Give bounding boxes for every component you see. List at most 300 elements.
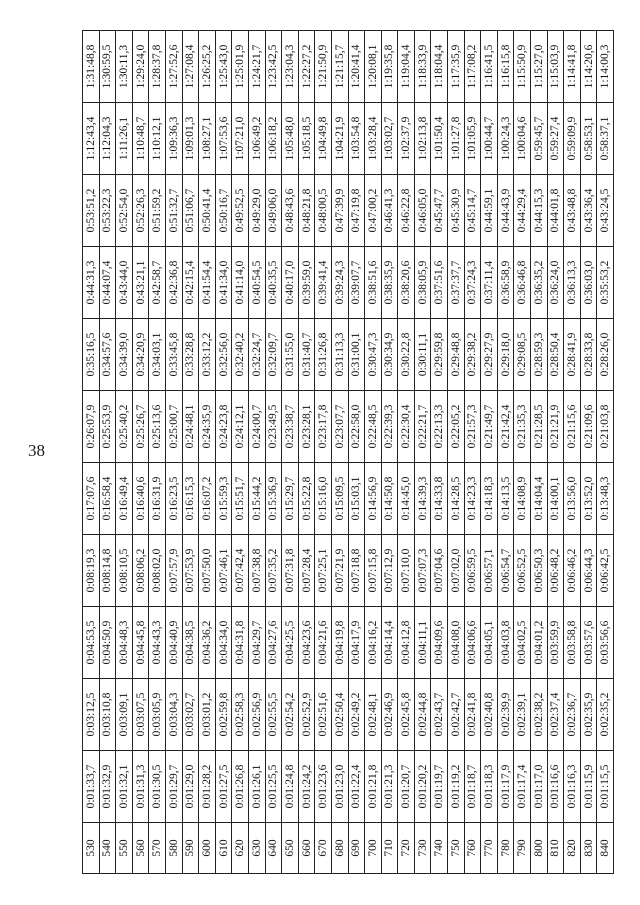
time-cell: 0:46:05,0 (414, 175, 431, 247)
time-cell: 0:07:28,4 (298, 535, 315, 607)
time-cell: 1:05:18,5 (298, 103, 315, 175)
time-cell: 0:04:27,6 (265, 607, 282, 679)
time-cell: 0:07:07,3 (414, 535, 431, 607)
time-cell: 1:16:15,8 (497, 31, 514, 103)
table-row (99, 31, 116, 874)
time-cell: 1:01:27,8 (448, 103, 465, 175)
table-row (597, 31, 614, 874)
time-cell: 0:06:48,2 (547, 535, 564, 607)
time-cell: 0:42:36,8 (165, 247, 182, 319)
time-cell: 1:10:48,7 (132, 103, 149, 175)
time-cell: 0:25:53,9 (99, 391, 116, 463)
time-cell: 0:06:54,7 (497, 535, 514, 607)
time-cell: 1:27:08,4 (182, 31, 199, 103)
time-cell: 0:41:14,0 (232, 247, 249, 319)
time-cell: 1:00:24,3 (497, 103, 514, 175)
time-cell: 1:04:49,8 (315, 103, 332, 175)
table-body (83, 31, 614, 874)
time-cell: 0:01:20,7 (398, 751, 415, 823)
time-cell: 0:39:41,4 (315, 247, 332, 319)
time-cell: 0:34:39,0 (116, 319, 133, 391)
time-cell: 0:02:59,8 (215, 679, 232, 751)
table-row (315, 31, 332, 874)
time-cell: 0:43:44,0 (116, 247, 133, 319)
time-cell: 0:28:26,0 (597, 319, 614, 391)
row-point-cell: 650 (282, 823, 299, 874)
time-cell: 0:23:38,7 (282, 391, 299, 463)
time-cell: 0:08:19,3 (83, 535, 100, 607)
time-cell: 1:22:27,2 (298, 31, 315, 103)
time-cell: 0:06:50,3 (531, 535, 548, 607)
time-cell: 1:23:42,5 (265, 31, 282, 103)
row-point-cell: 790 (514, 823, 531, 874)
time-cell: 0:49:06,0 (265, 175, 282, 247)
table-row (165, 31, 182, 874)
time-cell: 1:15:27,0 (531, 31, 548, 103)
time-cell: 0:01:17,0 (531, 751, 548, 823)
time-cell: 0:14:50,8 (381, 463, 398, 535)
time-cell: 0:02:35,2 (597, 679, 614, 751)
time-cell: 0:22:58,0 (348, 391, 365, 463)
time-cell: 0:01:23,6 (315, 751, 332, 823)
time-cell: 1:31:48,8 (83, 31, 100, 103)
time-cell: 0:37:51,6 (431, 247, 448, 319)
time-cell: 0:50:41,4 (199, 175, 216, 247)
time-cell: 0:30:22,8 (398, 319, 415, 391)
row-point-cell: 780 (497, 823, 514, 874)
time-cell: 0:07:15,8 (365, 535, 382, 607)
time-cell: 0:08:02,0 (149, 535, 166, 607)
table-row (398, 31, 415, 874)
time-cell: 0:07:25,1 (315, 535, 332, 607)
time-cell: 0:01:31,3 (132, 751, 149, 823)
time-cell: 0:36:46,8 (514, 247, 531, 319)
table-row (580, 31, 597, 874)
time-cell: 0:03:04,3 (165, 679, 182, 751)
time-cell: 0:04:12,8 (398, 607, 415, 679)
time-cell: 0:25:40,2 (116, 391, 133, 463)
row-point-cell: 800 (531, 823, 548, 874)
table-row (497, 31, 514, 874)
time-cell: 0:44:59,1 (481, 175, 498, 247)
time-cell: 0:59:27,4 (547, 103, 564, 175)
time-cell: 0:15:03,1 (348, 463, 365, 535)
time-cell: 1:08:27,1 (199, 103, 216, 175)
row-point-cell: 770 (481, 823, 498, 874)
time-cell: 0:04:45,8 (132, 607, 149, 679)
time-cell: 0:02:54,2 (282, 679, 299, 751)
time-cell: 0:01:32,1 (116, 751, 133, 823)
time-cell: 0:40:54,5 (248, 247, 265, 319)
table-row (381, 31, 398, 874)
time-cell: 0:49:29,0 (248, 175, 265, 247)
table-row (265, 31, 282, 874)
time-cell: 0:36:24,0 (547, 247, 564, 319)
time-cell: 0:02:45,8 (398, 679, 415, 751)
time-cell: 0:26:07,9 (83, 391, 100, 463)
table-row (514, 31, 531, 874)
time-cell: 1:03:02,7 (381, 103, 398, 175)
table-row (564, 31, 581, 874)
time-cell: 0:13:52,0 (580, 463, 597, 535)
time-cell: 0:14:45,0 (398, 463, 415, 535)
time-cell: 0:39:24,3 (331, 247, 348, 319)
time-cell: 0:04:01,2 (531, 607, 548, 679)
time-cell: 0:08:06,2 (132, 535, 149, 607)
time-cell: 0:48:43,6 (282, 175, 299, 247)
time-cell: 1:09:36,3 (165, 103, 182, 175)
time-cell: 0:07:04,6 (431, 535, 448, 607)
time-cell: 0:31:55,0 (282, 319, 299, 391)
time-cell: 0:01:16,3 (564, 751, 581, 823)
time-cell: 0:22:48,5 (365, 391, 382, 463)
time-cell: 0:40:17,0 (282, 247, 299, 319)
time-cell: 0:23:49,5 (265, 391, 282, 463)
time-cell: 0:02:56,9 (248, 679, 265, 751)
time-cell: 1:03:54,8 (348, 103, 365, 175)
time-cell: 1:14:41,8 (564, 31, 581, 103)
time-cell: 0:07:38,8 (248, 535, 265, 607)
time-cell: 0:06:52,5 (514, 535, 531, 607)
time-cell: 1:00:04,6 (514, 103, 531, 175)
time-cell: 0:04:38,5 (182, 607, 199, 679)
time-cell: 0:14:13,5 (497, 463, 514, 535)
time-cell: 0:06:59,5 (464, 535, 481, 607)
time-cell: 0:41:54,4 (199, 247, 216, 319)
time-cell: 0:49:52,5 (232, 175, 249, 247)
time-cell: 0:03:59,9 (547, 607, 564, 679)
time-cell: 0:23:28,1 (298, 391, 315, 463)
time-cell: 0:08:14,8 (99, 535, 116, 607)
row-point-cell: 840 (597, 823, 614, 874)
time-cell: 0:01:15,9 (580, 751, 597, 823)
time-cell: 0:04:17,9 (348, 607, 365, 679)
time-cell: 0:16:15,3 (182, 463, 199, 535)
time-cell: 0:01:19,2 (448, 751, 465, 823)
time-cell: 1:18:33,9 (414, 31, 431, 103)
time-cell: 1:06:49,2 (248, 103, 265, 175)
time-cell: 0:08:10,5 (116, 535, 133, 607)
time-cell: 1:17:35,9 (448, 31, 465, 103)
time-cell: 0:37:24,3 (464, 247, 481, 319)
time-cell: 0:51:06,7 (182, 175, 199, 247)
time-cell: 0:32:24,7 (248, 319, 265, 391)
time-cell: 0:15:36,9 (265, 463, 282, 535)
time-cell: 0:36:03,0 (580, 247, 597, 319)
time-cell: 0:16:40,6 (132, 463, 149, 535)
time-cell: 0:29:27,9 (481, 319, 498, 391)
time-cell: 0:02:40,8 (481, 679, 498, 751)
time-cell: 1:30:59,5 (99, 31, 116, 103)
time-cell: 1:06:18,2 (265, 103, 282, 175)
time-cell: 0:32:56,0 (215, 319, 232, 391)
time-cell: 0:22:21,7 (414, 391, 431, 463)
table-row (132, 31, 149, 874)
time-cell: 0:02:43,7 (431, 679, 448, 751)
time-cell: 0:07:12,9 (381, 535, 398, 607)
time-cell: 0:25:00,7 (165, 391, 182, 463)
time-cell: 0:53:51,2 (83, 175, 100, 247)
row-point-cell: 540 (99, 823, 116, 874)
time-cell: 0:29:18,0 (497, 319, 514, 391)
time-cell: 0:07:02,0 (448, 535, 465, 607)
time-cell: 1:01:05,9 (464, 103, 481, 175)
time-cell: 0:01:21,3 (381, 751, 398, 823)
time-cell: 0:28:33,8 (580, 319, 597, 391)
time-cell: 1:07:21,0 (232, 103, 249, 175)
time-cell: 1:24:21,7 (248, 31, 265, 103)
time-cell: 0:02:39,9 (497, 679, 514, 751)
time-cell: 0:01:29,7 (165, 751, 182, 823)
time-cell: 0:21:28,5 (531, 391, 548, 463)
time-cell: 1:02:37,9 (398, 103, 415, 175)
time-cell: 1:10:12,1 (149, 103, 166, 175)
time-cell: 0:01:18,3 (481, 751, 498, 823)
time-cell: 0:02:39,1 (514, 679, 531, 751)
time-cell: 0:14:00,1 (547, 463, 564, 535)
table-row (431, 31, 448, 874)
time-cell: 0:51:59,2 (149, 175, 166, 247)
time-cell: 0:06:44,3 (580, 535, 597, 607)
time-cell: 0:04:09,6 (431, 607, 448, 679)
table-row (531, 31, 548, 874)
time-cell: 1:25:01,9 (232, 31, 249, 103)
time-cell: 0:46:22,8 (398, 175, 415, 247)
row-point-cell: 710 (381, 823, 398, 874)
table-row (348, 31, 365, 874)
time-cell: 1:11:26,1 (116, 103, 133, 175)
time-cell: 0:36:58,9 (497, 247, 514, 319)
time-cell: 0:42:15,4 (182, 247, 199, 319)
row-point-cell: 570 (149, 823, 166, 874)
time-cell: 0:39:59,0 (298, 247, 315, 319)
time-cell: 0:47:00,2 (365, 175, 382, 247)
time-cell: 1:03:28,4 (365, 103, 382, 175)
time-cell: 0:44:01,8 (547, 175, 564, 247)
time-cell: 0:24:35,9 (199, 391, 216, 463)
time-cell: 1:15:50,9 (514, 31, 531, 103)
time-cell: 0:07:50,0 (199, 535, 216, 607)
time-cell: 0:02:50,4 (331, 679, 348, 751)
time-cell: 1:21:50,9 (315, 31, 332, 103)
table-row (232, 31, 249, 874)
time-cell: 0:02:38,2 (531, 679, 548, 751)
time-cell: 0:04:03,8 (497, 607, 514, 679)
time-cell: 0:01:26,8 (232, 751, 249, 823)
time-cell: 0:04:34,0 (215, 607, 232, 679)
time-cell: 0:45:30,9 (448, 175, 465, 247)
time-cell: 0:17:07,6 (83, 463, 100, 535)
time-cell: 0:14:04,4 (531, 463, 548, 535)
time-cell: 0:21:49,7 (481, 391, 498, 463)
time-cell: 0:06:57,1 (481, 535, 498, 607)
time-cell: 0:14:56,9 (365, 463, 382, 535)
time-cell: 0:14:18,3 (481, 463, 498, 535)
time-cell: 0:22:05,2 (448, 391, 465, 463)
time-cell: 1:12:04,3 (99, 103, 116, 175)
time-cell: 0:40:35,5 (265, 247, 282, 319)
time-cell: 0:01:25,5 (265, 751, 282, 823)
table-row (248, 31, 265, 874)
table-row (282, 31, 299, 874)
time-cell: 0:04:16,2 (365, 607, 382, 679)
row-point-cell: 730 (414, 823, 431, 874)
time-cell: 1:29:24,0 (132, 31, 149, 103)
time-cell: 1:09:01,3 (182, 103, 199, 175)
time-cell: 0:33:28,8 (182, 319, 199, 391)
time-cell: 0:21:09,6 (580, 391, 597, 463)
time-cell: 1:01:50,4 (431, 103, 448, 175)
time-cell: 0:38:05,9 (414, 247, 431, 319)
time-cell: 0:01:19,7 (431, 751, 448, 823)
time-cell: 0:36:13,3 (564, 247, 581, 319)
time-cell: 0:28:59,3 (531, 319, 548, 391)
time-cell: 0:38:51,6 (365, 247, 382, 319)
time-cell: 1:15:03,9 (547, 31, 564, 103)
time-cell: 1:28:37,8 (149, 31, 166, 103)
time-cell: 0:58:37,1 (597, 103, 614, 175)
time-cell: 0:13:48,3 (597, 463, 614, 535)
time-cell: 0:07:57,9 (165, 535, 182, 607)
table-row (547, 31, 564, 874)
time-cell: 0:15:16,0 (315, 463, 332, 535)
time-cell: 0:01:27,5 (215, 751, 232, 823)
time-cell: 0:03:10,8 (99, 679, 116, 751)
time-cell: 0:01:24,2 (298, 751, 315, 823)
time-cell: 0:06:42,5 (597, 535, 614, 607)
time-cell: 0:14:28,5 (448, 463, 465, 535)
row-point-cell: 580 (165, 823, 182, 874)
time-cell: 0:15:59,3 (215, 463, 232, 535)
time-cell: 1:26:25,2 (199, 31, 216, 103)
time-cell: 0:04:23,6 (298, 607, 315, 679)
time-cell: 0:04:48,3 (116, 607, 133, 679)
row-point-cell: 560 (132, 823, 149, 874)
time-cell: 0:51:32,7 (165, 175, 182, 247)
time-cell: 1:14:00,3 (597, 31, 614, 103)
page-number: 38 (28, 441, 45, 460)
time-cell: 0:15:29,7 (282, 463, 299, 535)
time-cell: 0:02:41,8 (464, 679, 481, 751)
time-cell: 0:16:07,2 (199, 463, 216, 535)
time-cell: 0:03:02,7 (182, 679, 199, 751)
time-cell: 0:02:48,1 (365, 679, 382, 751)
time-cell: 0:44:07,4 (99, 247, 116, 319)
time-cell: 0:07:10,0 (398, 535, 415, 607)
time-cell: 0:04:25,5 (282, 607, 299, 679)
table-row (481, 31, 498, 874)
time-cell: 0:35:16,5 (83, 319, 100, 391)
row-point-cell: 640 (265, 823, 282, 874)
time-cell: 0:01:29,0 (182, 751, 199, 823)
row-point-cell: 670 (315, 823, 332, 874)
row-point-cell: 700 (365, 823, 382, 874)
times-table (82, 30, 614, 874)
time-cell: 0:01:15,5 (597, 751, 614, 823)
row-point-cell: 740 (431, 823, 448, 874)
table-row (331, 31, 348, 874)
time-cell: 0:16:49,4 (116, 463, 133, 535)
time-cell: 0:44:29,4 (514, 175, 531, 247)
time-cell: 0:43:48,8 (564, 175, 581, 247)
table-row (149, 31, 166, 874)
time-cell: 0:03:07,5 (132, 679, 149, 751)
time-cell: 0:03:01,2 (199, 679, 216, 751)
time-cell: 0:01:20,2 (414, 751, 431, 823)
time-cell: 0:14:23,3 (464, 463, 481, 535)
time-cell: 1:23:04,3 (282, 31, 299, 103)
time-cell: 1:17:08,2 (464, 31, 481, 103)
time-cell: 0:01:16,6 (547, 751, 564, 823)
time-cell: 0:01:17,9 (497, 751, 514, 823)
time-cell: 0:04:29,7 (248, 607, 265, 679)
time-cell: 1:12:43,4 (83, 103, 100, 175)
time-cell: 0:47:39,9 (331, 175, 348, 247)
time-cell: 0:31:26,8 (315, 319, 332, 391)
time-cell: 0:04:11,1 (414, 607, 431, 679)
time-cell: 0:07:42,4 (232, 535, 249, 607)
table-row (83, 31, 100, 874)
time-cell: 0:04:40,9 (165, 607, 182, 679)
time-cell: 0:41:34,0 (215, 247, 232, 319)
time-cell: 1:07:53,6 (215, 103, 232, 175)
time-cell: 0:43:36,4 (580, 175, 597, 247)
time-cell: 0:13:56,0 (564, 463, 581, 535)
table-row (215, 31, 232, 874)
time-cell: 0:31:00,1 (348, 319, 365, 391)
time-cell: 0:02:37,4 (547, 679, 564, 751)
time-cell: 1:25:43,0 (215, 31, 232, 103)
time-cell: 1:16:41,5 (481, 31, 498, 103)
time-cell: 0:02:58,3 (232, 679, 249, 751)
time-cell: 0:59:09,9 (564, 103, 581, 175)
time-cell: 0:04:08,0 (448, 607, 465, 679)
row-point-cell: 760 (464, 823, 481, 874)
time-cell: 0:03:56,6 (597, 607, 614, 679)
time-cell: 0:30:47,3 (365, 319, 382, 391)
time-cell: 0:59:45,7 (531, 103, 548, 175)
time-cell: 0:33:45,8 (165, 319, 182, 391)
time-cell: 0:46:41,3 (381, 175, 398, 247)
time-cell: 0:07:35,2 (265, 535, 282, 607)
time-cell: 0:38:35,9 (381, 247, 398, 319)
time-cell: 0:04:21,6 (315, 607, 332, 679)
time-cell: 0:04:02,5 (514, 607, 531, 679)
time-cell: 1:21:15,7 (331, 31, 348, 103)
time-cell: 0:32:40,2 (232, 319, 249, 391)
time-cell: 1:30:11,3 (116, 31, 133, 103)
time-cell: 1:05:48,0 (282, 103, 299, 175)
time-cell: 1:20:41,4 (348, 31, 365, 103)
row-point-cell: 620 (232, 823, 249, 874)
time-cell: 0:02:46,9 (381, 679, 398, 751)
time-cell: 0:33:12,2 (199, 319, 216, 391)
time-cell: 0:37:11,4 (481, 247, 498, 319)
time-cell: 0:04:36,2 (199, 607, 216, 679)
time-cell: 0:52:54,0 (116, 175, 133, 247)
time-cell: 0:34:57,6 (99, 319, 116, 391)
time-cell: 0:44:43,9 (497, 175, 514, 247)
time-cell: 0:34:03,1 (149, 319, 166, 391)
time-cell: 0:01:28,2 (199, 751, 216, 823)
time-cell: 0:21:15,6 (564, 391, 581, 463)
time-cell: 0:24:48,1 (182, 391, 199, 463)
time-cell: 0:31:13,3 (331, 319, 348, 391)
row-point-cell: 680 (331, 823, 348, 874)
time-cell: 0:29:48,8 (448, 319, 465, 391)
time-cell: 0:04:50,9 (99, 607, 116, 679)
time-cell: 0:03:09,1 (116, 679, 133, 751)
